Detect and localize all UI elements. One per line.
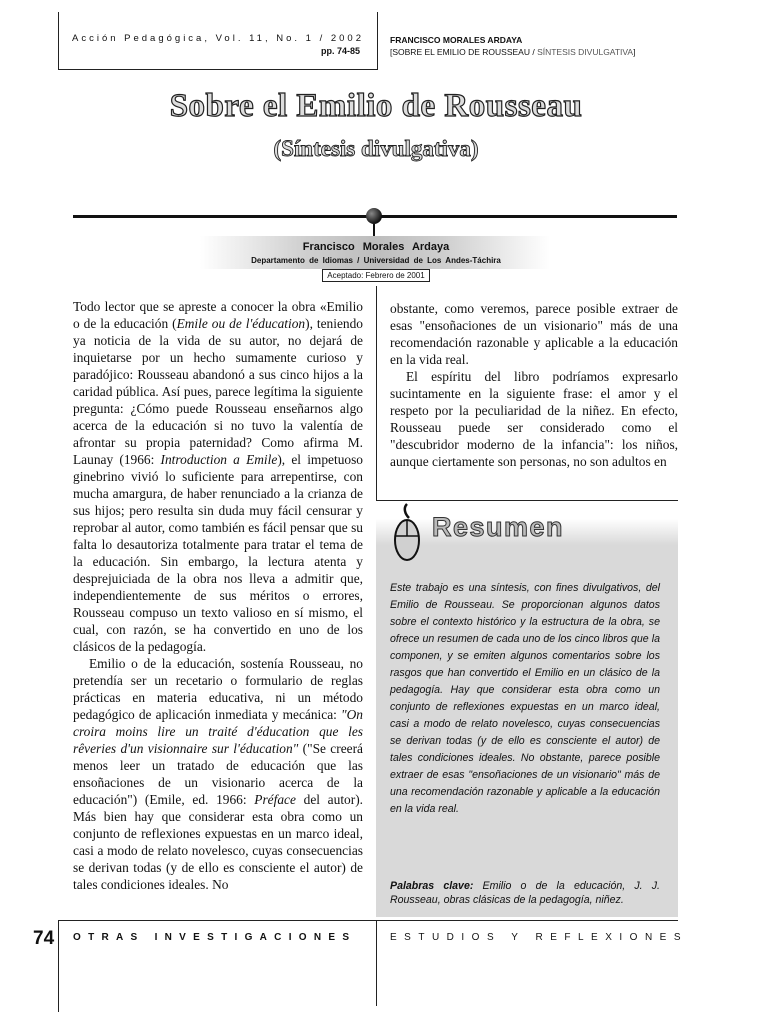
accepted-date: Aceptado: Febrero de 2001 [322, 269, 430, 282]
abstract-heading: Resumen [432, 512, 565, 542]
author-name: Francisco Morales Ardaya [302, 241, 450, 253]
body-left-column [73, 298, 363, 893]
text-run: Todo lector que se apreste a conocer la obra «Emilio o de la educación ( [73, 299, 363, 331]
text-run-italic: "On croira moins lire un traité d'éducation que les rêveries d'un visionnaire sur l'éducation" [73, 707, 363, 756]
paragraph: obstante, como veremos, parece posible extraer de esas "ensoñaciones de un visionario" más de una recomendación razonable y aplicable a la educación en la vida real. [390, 301, 678, 367]
column-divider [376, 286, 377, 504]
rule-stem-ornament [373, 224, 375, 236]
paragraph [73, 298, 363, 655]
running-head-title-end: ] [633, 47, 636, 57]
running-head-title-sub: SÍNTESIS DIVULGATIVA [537, 47, 634, 57]
abstract-text: Este trabajo es una síntesis, con fines divulgativos, del Emilio de Rousseau. Se proporcionan algunos datos sobre el contexto histórico y la estructura de la obra, se ofrece un resumen de cada uno de los cinco libros que la componen, y se emiten algunos comentarios sobre los rasgos que han convertido el Emilio en un clásico de la pedagogía. Hay que considerar esta obra como un conjunto de reflexiones expuestas en un marco ideal, casi a modo de relato novelesco, cuyas consecuencias se derivan todas (y de ello es consciente el autor) de tales condiciones ideales. No obstante, parece posible extraer de esas "ensoñaciones de un visionario" más de una recomendación razonable y aplicable a la educación en la vida real. [390, 582, 660, 815]
text-run: ("Se creerá menos leer un tratado de educación que las ensoñaciones de un visionario acerca de la educación") (Emile, ed. 1966: [73, 741, 363, 807]
rule-knob-ornament [366, 208, 382, 224]
keywords-label: Palabras clave: [390, 880, 474, 892]
article-subtitle: (Síntesis divulgativa) [273, 136, 479, 161]
text-run: del autor). Más bien hay que considerar esta obra como un conjunto de reflexiones expuestas en un marco ideal, casi a modo de relato novelesco, cuyas consecuencias se derivan todas (y de ello es consciente el autor) de tales condiciones ideales. No [73, 792, 363, 892]
running-head-title [390, 46, 635, 58]
text-run: ), teniendo ya noticia de la vida de su autor, no dejará de inquietarse por un hecho sumamente curioso y paradójico: Rousseau abandonó a sus cinco hijos a la caridad pública. Así pues, parece legítima la siguiente pregunta: ¿Cómo puede Rousseau enseñarnos algo acerca de la educación si no tuvo la valentía de afrontar su propia paternidad? Como afirma M. Launay (1966: [73, 316, 364, 467]
text-run: Emilio o de la educación, sostenía Rousseau, no pretendía ser un recetario o formulario de reglas prácticas en materia educativa, ni un método pedagógico de aplicación inmediata y mecánica: [73, 656, 363, 722]
page-number-divider [58, 920, 59, 1012]
text-run-italic: Préface [254, 792, 296, 807]
paragraph [73, 655, 363, 893]
footer-divider [376, 920, 377, 1006]
running-head [390, 34, 635, 58]
text-run-italic: Emile ou de l'éducation [176, 316, 306, 331]
page-range: pp. 74-85 [320, 46, 360, 56]
footer-rule [58, 920, 678, 921]
text-run-italic: Introduction a Emile [160, 452, 278, 467]
body-right-column [390, 300, 678, 470]
footer-section-left: OTRAS INVESTIGACIONES [73, 932, 357, 943]
text-run: ), el impetuoso ginebrino vivió lo suficiente para arrepentirse, con mucha amargura, de haber renunciado a la crianza de sus hijos; pero resulta sin duda muy fácil censurar y reprobar al autor, como también es fácil pensar que su falta lo desautoriza totalmente para tratar el tema de la educación. Sin embargo, la lectura atenta y desprejuiciada de la obra nos lleva a admitir que, independientemente de sus méritos o errores, Rousseau compuso un texto valioso en sí mismo, el cual, con razón, se ha convertido en uno de los clásicos de la pedagogía. [73, 452, 363, 654]
page-number: 74 [33, 928, 55, 949]
article-title: Sobre el Emilio de Rousseau [169, 88, 583, 124]
paragraph: El espíritu del libro podríamos expresarlo sucintamente en la siguiente frase: el amor y el respeto por la peculiaridad de la niñez. En efecto, Rousseau puede ser considerado como el "descubridor moderno de la infancia": los niños, aunque ciertamente son personas, no son adultos en [390, 369, 678, 469]
mouse-icon [393, 500, 427, 562]
footer-section-right: ESTUDIOS Y REFLEXIONES [390, 932, 689, 943]
keywords [390, 879, 660, 907]
running-head-author: FRANCISCO MORALES ARDAYA [390, 35, 523, 45]
journal-citation: Acción Pedagógica, Vol. 11, No. 1 / 2002 [72, 33, 364, 44]
running-head-title-main: [SOBRE EL EMILIO DE ROUSSEAU / [390, 47, 538, 57]
author-affiliation: Departamento de Idiomas / Universidad de Los Andes-Táchira [251, 256, 501, 265]
keywords-list: Emilio o de la educación, J. J. Rousseau, obras clásicas de la pedagogía, niñez. [390, 880, 660, 906]
